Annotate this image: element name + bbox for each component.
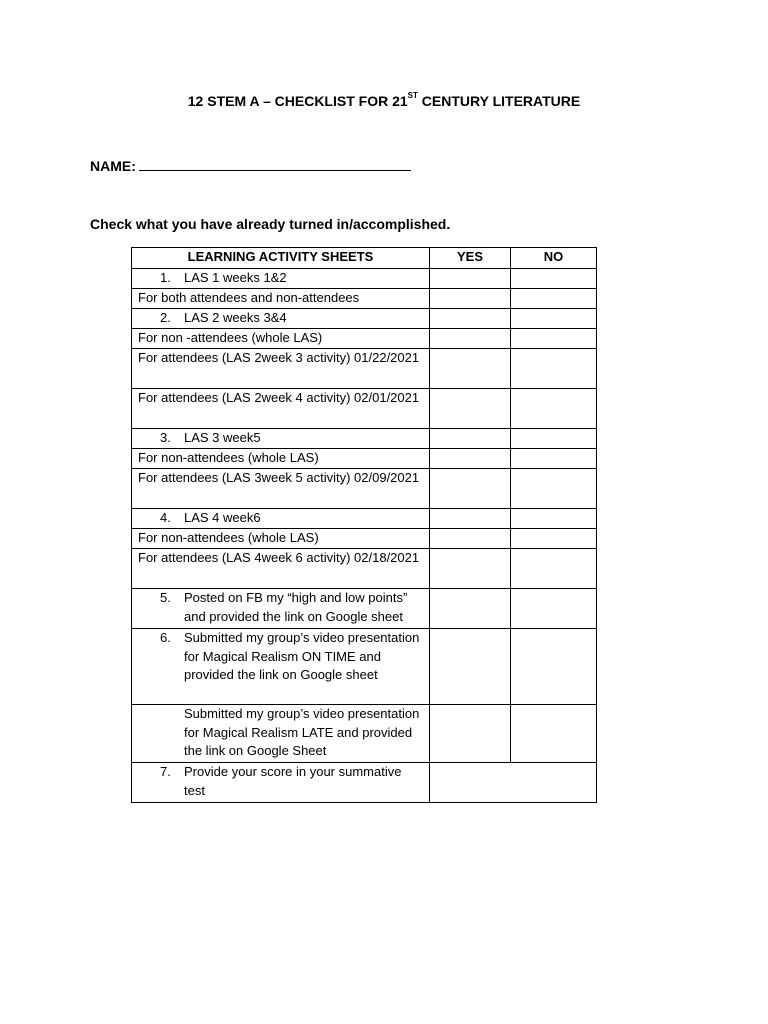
- yes-cell[interactable]: [430, 469, 511, 509]
- no-cell[interactable]: [511, 429, 597, 449]
- item-number: 6.: [160, 630, 171, 645]
- yes-cell[interactable]: [430, 309, 511, 329]
- no-cell[interactable]: [511, 529, 597, 549]
- no-cell[interactable]: [511, 629, 597, 705]
- activity-cell: For attendees (LAS 2week 4 activity) 02/01/2021: [132, 389, 430, 429]
- yes-cell[interactable]: [430, 629, 511, 705]
- table-header-row: [132, 248, 597, 269]
- yes-cell[interactable]: [430, 529, 511, 549]
- no-cell[interactable]: [511, 349, 597, 389]
- activity-cell: Submitted my group’s video presentation for Magical Realism LATE and provided the link on Google Sheet: [132, 705, 430, 763]
- checklist-table: [131, 247, 597, 803]
- table-row: [132, 705, 597, 763]
- yes-cell[interactable]: [430, 509, 511, 529]
- item-number: 4.: [160, 510, 171, 525]
- table-row: [132, 529, 597, 549]
- yes-cell[interactable]: [430, 269, 511, 289]
- yes-cell[interactable]: [430, 589, 511, 629]
- name-label: NAME:: [90, 158, 136, 174]
- activity-cell: [132, 509, 430, 529]
- table-row: [132, 449, 597, 469]
- activity-text: Posted on FB my “high and low points” and provided the link on Google sheet: [184, 590, 408, 624]
- no-cell[interactable]: [511, 329, 597, 349]
- table-row: [132, 763, 597, 803]
- activity-cell: [132, 309, 430, 329]
- activity-text: Provide your score in your summative test: [184, 764, 402, 798]
- activity-cell: [132, 269, 430, 289]
- item-number: 7.: [160, 764, 171, 779]
- yes-cell[interactable]: [430, 289, 511, 309]
- page-title: [0, 93, 768, 109]
- table-row: [132, 389, 597, 429]
- table-row: [132, 349, 597, 389]
- table-row: [132, 289, 597, 309]
- title-superscript: ST: [407, 91, 418, 100]
- yes-cell[interactable]: [430, 329, 511, 349]
- activity-cell: For non-attendees (whole LAS): [132, 449, 430, 469]
- title-rest: CENTURY LITERATURE: [417, 93, 581, 109]
- item-number: 5.: [160, 590, 171, 605]
- yes-cell[interactable]: [430, 349, 511, 389]
- table-row: [132, 329, 597, 349]
- activity-cell: For attendees (LAS 3week 5 activity) 02/09/2021: [132, 469, 430, 509]
- no-cell[interactable]: [511, 289, 597, 309]
- no-cell[interactable]: [511, 589, 597, 629]
- no-cell[interactable]: [511, 705, 597, 763]
- activity-cell: For attendees (LAS 2week 3 activity) 01/22/2021: [132, 349, 430, 389]
- no-cell[interactable]: [511, 449, 597, 469]
- table-row: [132, 589, 597, 629]
- name-field: [90, 156, 411, 174]
- activity-cell: [132, 763, 430, 803]
- no-cell[interactable]: [511, 549, 597, 589]
- activity-cell: For attendees (LAS 4week 6 activity) 02/18/2021: [132, 549, 430, 589]
- item-number: 1.: [160, 270, 171, 285]
- no-cell[interactable]: [511, 389, 597, 429]
- activity-cell: [132, 629, 430, 705]
- table-row: [132, 309, 597, 329]
- no-cell[interactable]: [511, 509, 597, 529]
- name-blank-line[interactable]: [139, 156, 411, 171]
- activity-cell: For non -attendees (whole LAS): [132, 329, 430, 349]
- yes-cell[interactable]: [430, 389, 511, 429]
- yes-cell[interactable]: [430, 429, 511, 449]
- activity-text: LAS 2 weeks 3&4: [184, 310, 287, 325]
- table-row: [132, 549, 597, 589]
- yes-cell[interactable]: [430, 705, 511, 763]
- table-row: [132, 509, 597, 529]
- no-cell[interactable]: [511, 269, 597, 289]
- activity-text: LAS 3 week5: [184, 430, 261, 445]
- item-number: 3.: [160, 430, 171, 445]
- activity-text: Submitted my group’s video presentation for Magical Realism ON TIME and provided the link on Google sheet: [184, 630, 420, 683]
- title-main: 12 STEM A – CHECKLIST FOR 21: [187, 93, 408, 109]
- yes-cell[interactable]: [430, 449, 511, 469]
- header-no: NO: [511, 248, 597, 269]
- header-yes: YES: [430, 248, 511, 269]
- item-number: 2.: [160, 310, 171, 325]
- activity-text: LAS 1 weeks 1&2: [184, 270, 287, 285]
- score-cell[interactable]: [430, 763, 597, 803]
- table-row: [132, 429, 597, 449]
- activity-cell: For non-attendees (whole LAS): [132, 529, 430, 549]
- activity-cell: [132, 589, 430, 629]
- table-row: [132, 269, 597, 289]
- instruction-text: Check what you have already turned in/accomplished.: [90, 216, 451, 232]
- activity-cell: For both attendees and non-attendees: [132, 289, 430, 309]
- no-cell[interactable]: [511, 309, 597, 329]
- header-activity: LEARNING ACTIVITY SHEETS: [132, 248, 430, 269]
- no-cell[interactable]: [511, 469, 597, 509]
- activity-cell: [132, 429, 430, 449]
- table-row: [132, 469, 597, 509]
- yes-cell[interactable]: [430, 549, 511, 589]
- table-row: [132, 629, 597, 705]
- activity-text: LAS 4 week6: [184, 510, 261, 525]
